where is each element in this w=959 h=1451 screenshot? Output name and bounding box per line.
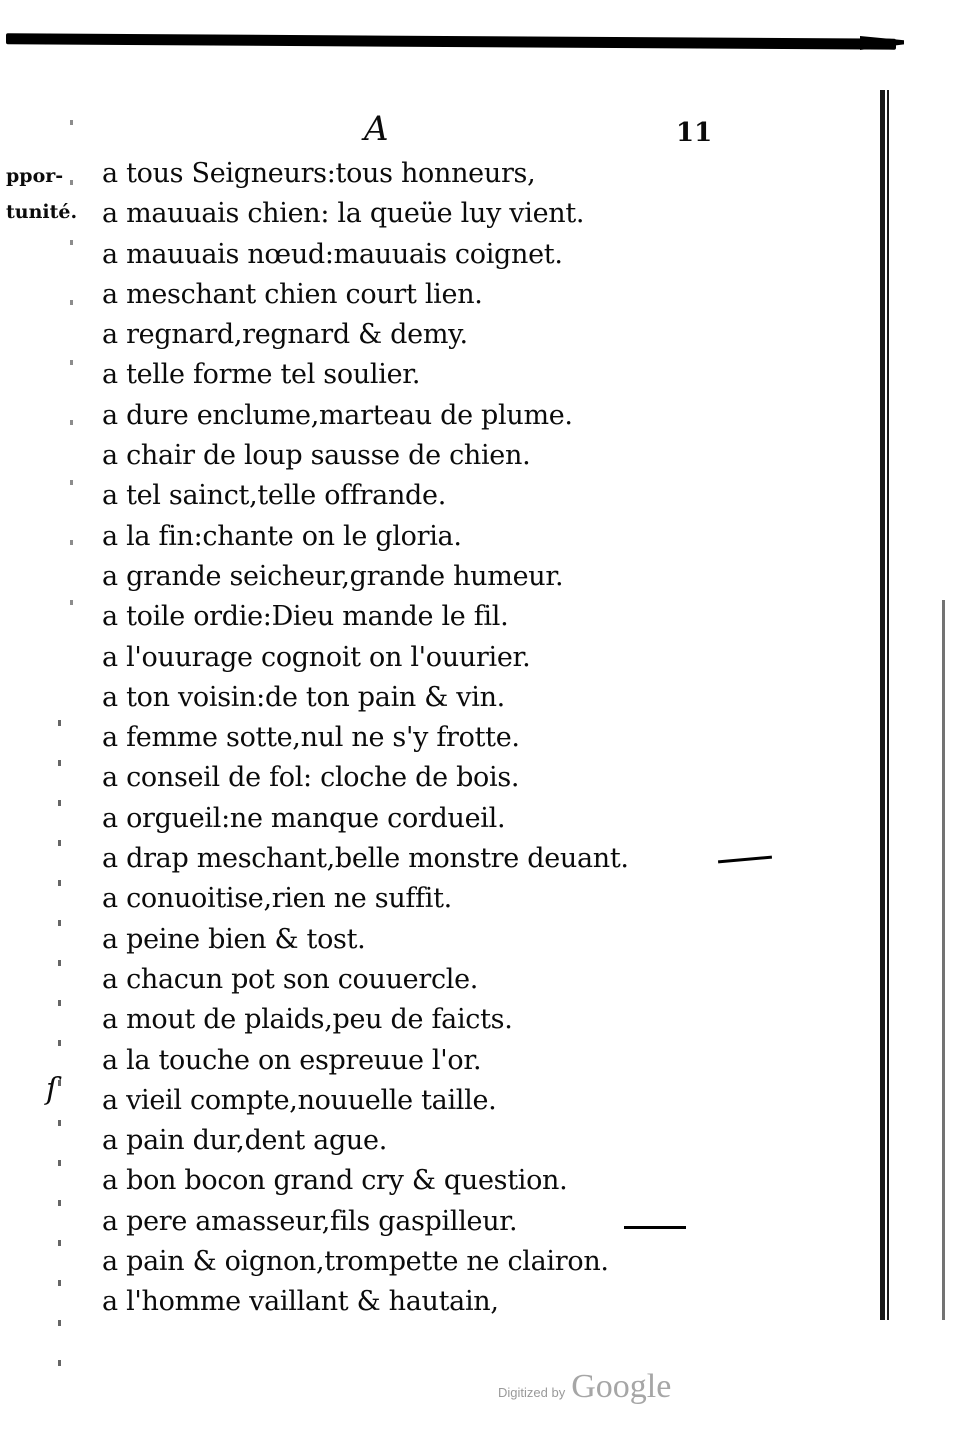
proverb-line: a grande seicheur,grande humeur.	[102, 560, 564, 592]
proverb-line: a la touche on espreuue l'or.	[102, 1044, 482, 1076]
proverb-line: a drap meschant,belle monstre deuant.	[102, 843, 629, 875]
right-page-edge-thin	[942, 600, 945, 1320]
margin-ink-mark: ſ	[46, 1072, 58, 1107]
proverb-line: a bon bocon grand cry & question.	[102, 1165, 568, 1197]
margin-note-line: ppor-	[6, 165, 64, 187]
proverb-line: a mauuais nœud:mauuais coignet.	[102, 238, 563, 270]
section-letter: A	[364, 109, 389, 149]
proverb-list	[102, 154, 742, 1323]
ink-stroke	[624, 1226, 686, 1229]
proverb-line: a conseil de fol: cloche de bois.	[102, 762, 520, 794]
proverb-line: a la fin:chante on le gloria.	[102, 520, 462, 552]
proverb-line: a femme sotte,nul ne s'y frotte.	[102, 722, 520, 754]
page-number: 11	[676, 118, 713, 148]
proverb-line: a vieil compte,nouuelle taille.	[102, 1084, 497, 1116]
digitized-by-label: Digitized by	[498, 1385, 566, 1400]
proverb-line: a pain & oignon,trompette ne clairon.	[102, 1246, 609, 1278]
proverb-line: a tous Seigneurs:tous honneurs,	[102, 158, 536, 189]
google-logo: Google	[571, 1368, 672, 1405]
proverb-line: a chair de loup sausse de chien.	[102, 440, 531, 472]
proverb-line: a pere amasseur,fils gaspilleur.	[102, 1205, 518, 1237]
proverb-line: a toile ordie:Dieu mande le fil.	[102, 601, 509, 633]
proverb-line: a mauuais chien: la queüe luy vient.	[102, 198, 585, 230]
proverb-line: a l'homme vaillant & hautain,	[102, 1286, 499, 1318]
proverb-line: a meschant chien court lien.	[102, 278, 483, 310]
proverb-line: a dure enclume,marteau de plume.	[102, 399, 573, 431]
proverb-line: a mout de plaids,peu de faicts.	[102, 1004, 513, 1036]
top-rule	[6, 33, 896, 49]
proverb-line: a peine bien & tost.	[102, 923, 366, 955]
proverb-line: a telle forme tel soulier.	[102, 359, 421, 391]
proverb-line: a pain dur,dent ague.	[102, 1125, 387, 1157]
proverb-line: a conuoitise,rien ne suffit.	[102, 883, 452, 915]
proverb-line: a tel sainct,telle offrande.	[102, 480, 446, 512]
margin-note-line: tunité.	[6, 201, 78, 223]
proverb-line: a ton voisin:de ton pain & vin.	[102, 681, 505, 713]
proverb-line: a l'ouurage cognoit on l'ouurier.	[102, 641, 531, 673]
right-page-edge	[880, 90, 892, 1320]
proverb-line: a orgueil:ne manque cordueil.	[102, 802, 506, 834]
left-margin-specks	[58, 720, 61, 1400]
digitized-watermark	[498, 1368, 671, 1408]
proverb-line: a chacun pot son couuercle.	[102, 963, 479, 995]
margin-note	[6, 158, 77, 230]
proverb-line: a regnard,regnard & demy.	[102, 319, 468, 351]
